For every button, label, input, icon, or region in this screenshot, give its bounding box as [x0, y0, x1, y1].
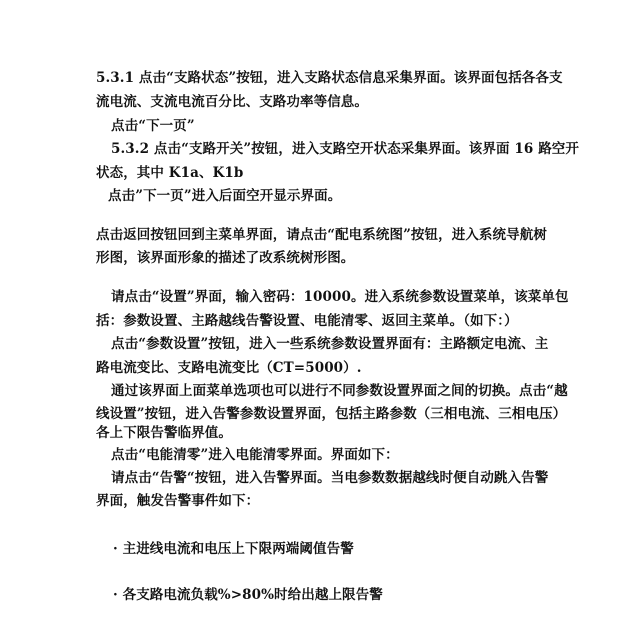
paragraph-line: 点击“参数设置”按钮，进入一些系统参数设置界面有：主路额定电流、主 [111, 336, 549, 352]
paragraph-line: 点击“下一页” [111, 118, 195, 134]
paragraph-line: 路电流变比、支路电流变比（CT=5000）. [96, 360, 362, 376]
paragraph-line: 点击“电能清零”进入电能清零界面。界面如下： [111, 447, 399, 463]
paragraph-line: 请点击“设置”界面，输入密码：10000。进入系统参数设置菜单，该菜单包 [111, 289, 569, 305]
paragraph-line: 通过该界面上面菜单选项也可以进行不同参数设置界面之间的切换。点击“越 [111, 383, 568, 399]
paragraph-line: 5.3.2 点击“支路开关”按钮，进入支路空开状态采集界面。该界面 16 路空开 [111, 141, 579, 157]
paragraph-line: 请点击“告警“按钮，进入告警界面。当电参数数据越线时便自动跳入告警 [111, 470, 549, 486]
paragraph-line: 流电流、支流电流百分比、支路功率等信息。 [96, 94, 368, 110]
paragraph-line: 形图，该界面形象的描述了改系统树形图。 [96, 250, 355, 266]
paragraph-line: 界面，触发告警事件如下： [96, 493, 260, 509]
paragraph-line: 点击返回按钮回到主菜单界面，请点击“配电系统图”按钮，进入系统导航树 [96, 227, 547, 243]
paragraph-line: 点击”下一页”进入后面空开显示界面。 [108, 188, 342, 204]
paragraph-line: 5.3.1 点击“支路状态”按钮，进入支路状态信息采集界面。该界面包括各各支 [96, 70, 563, 86]
bullet-item: · 主进线电流和电压上下限两端阈值告警 [113, 541, 354, 557]
paragraph-line: 线设置”按钮，进入告警参数设置界面，包括主路参数（三相电流、三相电压） [96, 406, 567, 422]
paragraph-line: 各上下限告警临界值。 [96, 425, 232, 441]
bullet-item: · 各支路电流负载%>80%时给出越上限告警 [113, 587, 383, 603]
paragraph-line: 括：参数设置、主路越线告警设置、电能清零、返回主菜单。（如下：） [96, 313, 518, 329]
paragraph-line: 状态，其中 K1a、K1b [96, 165, 244, 181]
